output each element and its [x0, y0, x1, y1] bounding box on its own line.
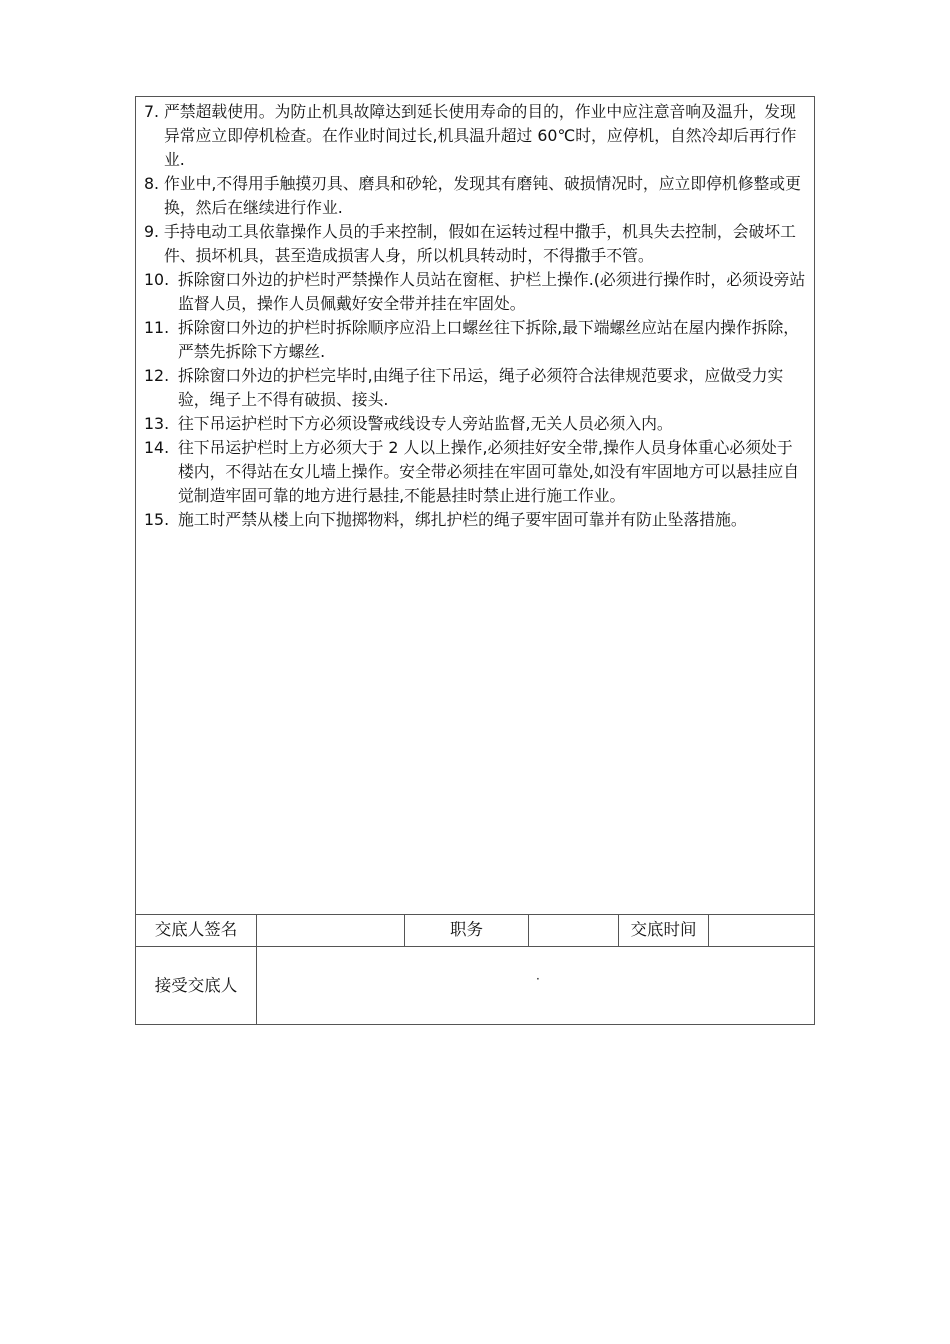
item-number: 10.: [144, 270, 170, 289]
safety-rules-list: [144, 100, 808, 532]
list-item: [144, 316, 808, 364]
list-item: [144, 100, 808, 172]
item-number: 14.: [144, 438, 170, 457]
item-number: 9.: [144, 222, 160, 241]
item-number: 7.: [144, 102, 160, 121]
item-number: 13.: [144, 414, 170, 433]
item-text: 往下吊运护栏时上方必须大于 2 人以上操作,必须挂好安全带,操作人员身体重心必须处于楼内，不得站在女儿墙上操作。安全带必须挂在牢固可靠处,如没有牢固地方可以悬挂应自觉制造牢固可靠的地方进行悬挂,不能悬挂时禁止进行施工作业。: [178, 438, 800, 505]
item-number: 8.: [144, 174, 160, 193]
item-number: 15.: [144, 510, 170, 529]
signer-value: [257, 915, 404, 945]
footer-row-divider: [136, 946, 814, 947]
briefing-time-label: 交底时间: [630, 920, 697, 939]
list-item: [144, 172, 808, 220]
list-item: [144, 508, 808, 532]
list-item: [144, 436, 808, 508]
list-item: [144, 364, 808, 412]
list-item: [144, 220, 808, 268]
list-item: [144, 412, 808, 436]
safety-briefing-table: [135, 96, 815, 1025]
signer-label: 交底人签名: [154, 920, 238, 939]
item-number: 12.: [144, 366, 170, 385]
item-text: 拆除窗口外边的护栏完毕时,由绳子往下吊运，绳子必须符合法律规范要求，应做受力实验，绳子上不得有破损、接头.: [178, 366, 784, 409]
position-value: [529, 915, 618, 945]
item-text: 往下吊运护栏时下方必须设警戒线设专人旁站监督,无关人员必须入内。: [178, 414, 673, 433]
list-item: [144, 268, 808, 316]
item-text: 施工时严禁从楼上向下抛掷物料，绑扎护栏的绳子要牢固可靠并有防止坠落措施。: [178, 510, 747, 529]
item-text: 严禁超载使用。为防止机具故障达到延长使用寿命的目的，作业中应注意音响及温升，发现异常应立即停机检查。在作业时间过长,机具温升超过 60℃时，应停机，自然冷却后再行作业.: [164, 102, 797, 169]
item-text: 作业中,不得用手触摸刃具、磨具和砂轮，发现其有磨钝、破损情况时，应立即停机修整或更换，然后在继续进行作业.: [164, 174, 801, 217]
item-text: 拆除窗口外边的护栏时严禁操作人员站在窗框、护栏上操作.(必须进行操作时，必须设旁站监督人员，操作人员佩戴好安全带并挂在牢固处。: [178, 270, 806, 313]
item-text: 手持电动工具依靠操作人员的手来控制，假如在运转过程中撒手，机具失去控制，会破坏工件、损坏机具，甚至造成损害人身，所以机具转动时，不得撒手不管。: [164, 222, 796, 265]
receiver-label: 接受交底人: [154, 976, 238, 995]
receiver-value: ·: [536, 972, 540, 986]
briefing-time-value: [709, 915, 814, 945]
item-text: 拆除窗口外边的护栏时拆除顺序应沿上口螺丝往下拆除,最下端螺丝应站在屋内操作拆除，严禁先拆除下方螺丝.: [178, 318, 800, 361]
item-number: 11.: [144, 318, 170, 337]
position-label: 职务: [450, 920, 483, 939]
